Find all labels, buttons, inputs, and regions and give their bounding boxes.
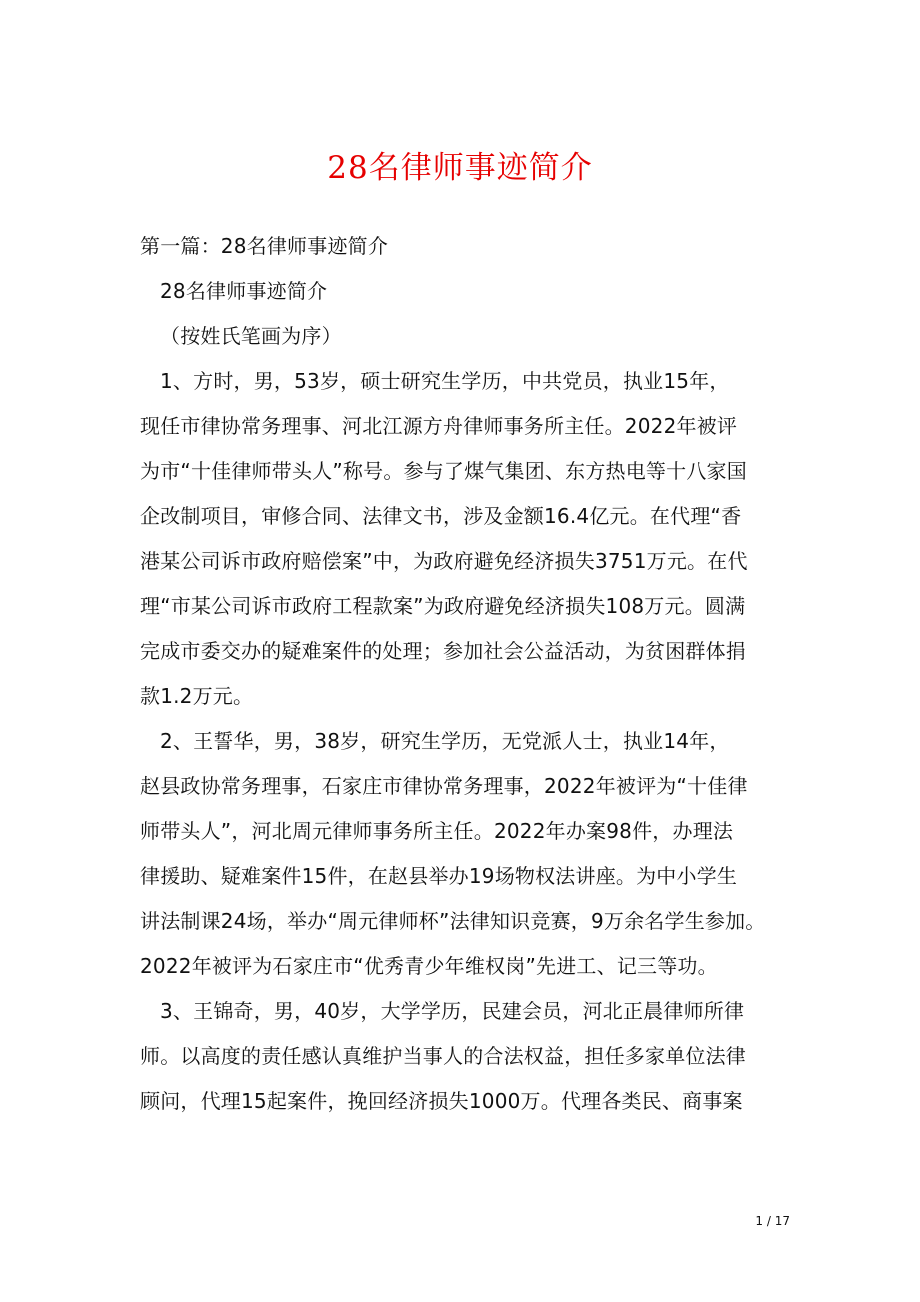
text-line: 港某公司诉市政府赔偿案”中，为政府避免经济损失3751万元。在代 — [140, 549, 748, 573]
text-line: 律援助、疑难案件15件，在赵县举办19场物权法讲座。为中小学生 — [140, 864, 738, 888]
document-title: 28名律师事迹简介 — [327, 150, 593, 186]
text-line: 讲法制课24场，举办“周元律师杯”法律知识竞赛，9万余名学生参加。 — [140, 909, 766, 933]
text-line: 2、王誓华，男，38岁，研究生学历，无党派人士，执业14年， — [160, 729, 730, 753]
text-line: 款1.2万元。 — [140, 684, 254, 708]
document-body — [140, 224, 786, 1124]
section-heading: 第一篇：28名律师事迹简介 — [140, 234, 389, 258]
text-line: 现任市律协常务理事、河北江源方舟律师事务所主任。2022年被评 — [140, 414, 738, 438]
text-line: 理“市某公司诉市政府工程款案”为政府避免经济损失108万元。圆满 — [140, 594, 746, 618]
order-note: （按姓氏笔画为序） — [160, 324, 342, 348]
text-line: 企改制项目，审修合同、法律文书，涉及金额16.4亿元。在代理“香 — [140, 504, 742, 528]
text-line: 赵县政协常务理事，石家庄市律协常务理事，2022年被评为“十佳律 — [140, 774, 748, 798]
subtitle: 28名律师事迹简介 — [160, 279, 328, 303]
text-line: 顾问，代理15起案件，挽回经济损失1000万。代理各类民、商事案 — [140, 1089, 743, 1113]
page-number: 1 / 17 — [755, 1214, 790, 1228]
text-line: 师带头人”，河北周元律师事务所主任。2022年办案98件，办理法 — [140, 819, 734, 843]
text-line: 师。以高度的责任感认真维护当事人的合法权益，担任多家单位法律 — [140, 1044, 746, 1068]
text-line: 为市“十佳律师带头人”称号。参与了煤气集团、东方热电等十八家国 — [140, 459, 747, 483]
text-line: 1、方时，男，53岁，硕士研究生学历，中共党员，执业15年， — [160, 369, 730, 393]
text-line: 完成市委交办的疑难案件的处理；参加社会公益活动，为贫困群体捐 — [140, 639, 746, 663]
text-line: 2022年被评为石家庄市“优秀青少年维权岗”先进工、记三等功。 — [140, 954, 718, 978]
text-line: 3、王锦奇，男，40岁，大学学历，民建会员，河北正晨律师所律 — [160, 999, 745, 1023]
